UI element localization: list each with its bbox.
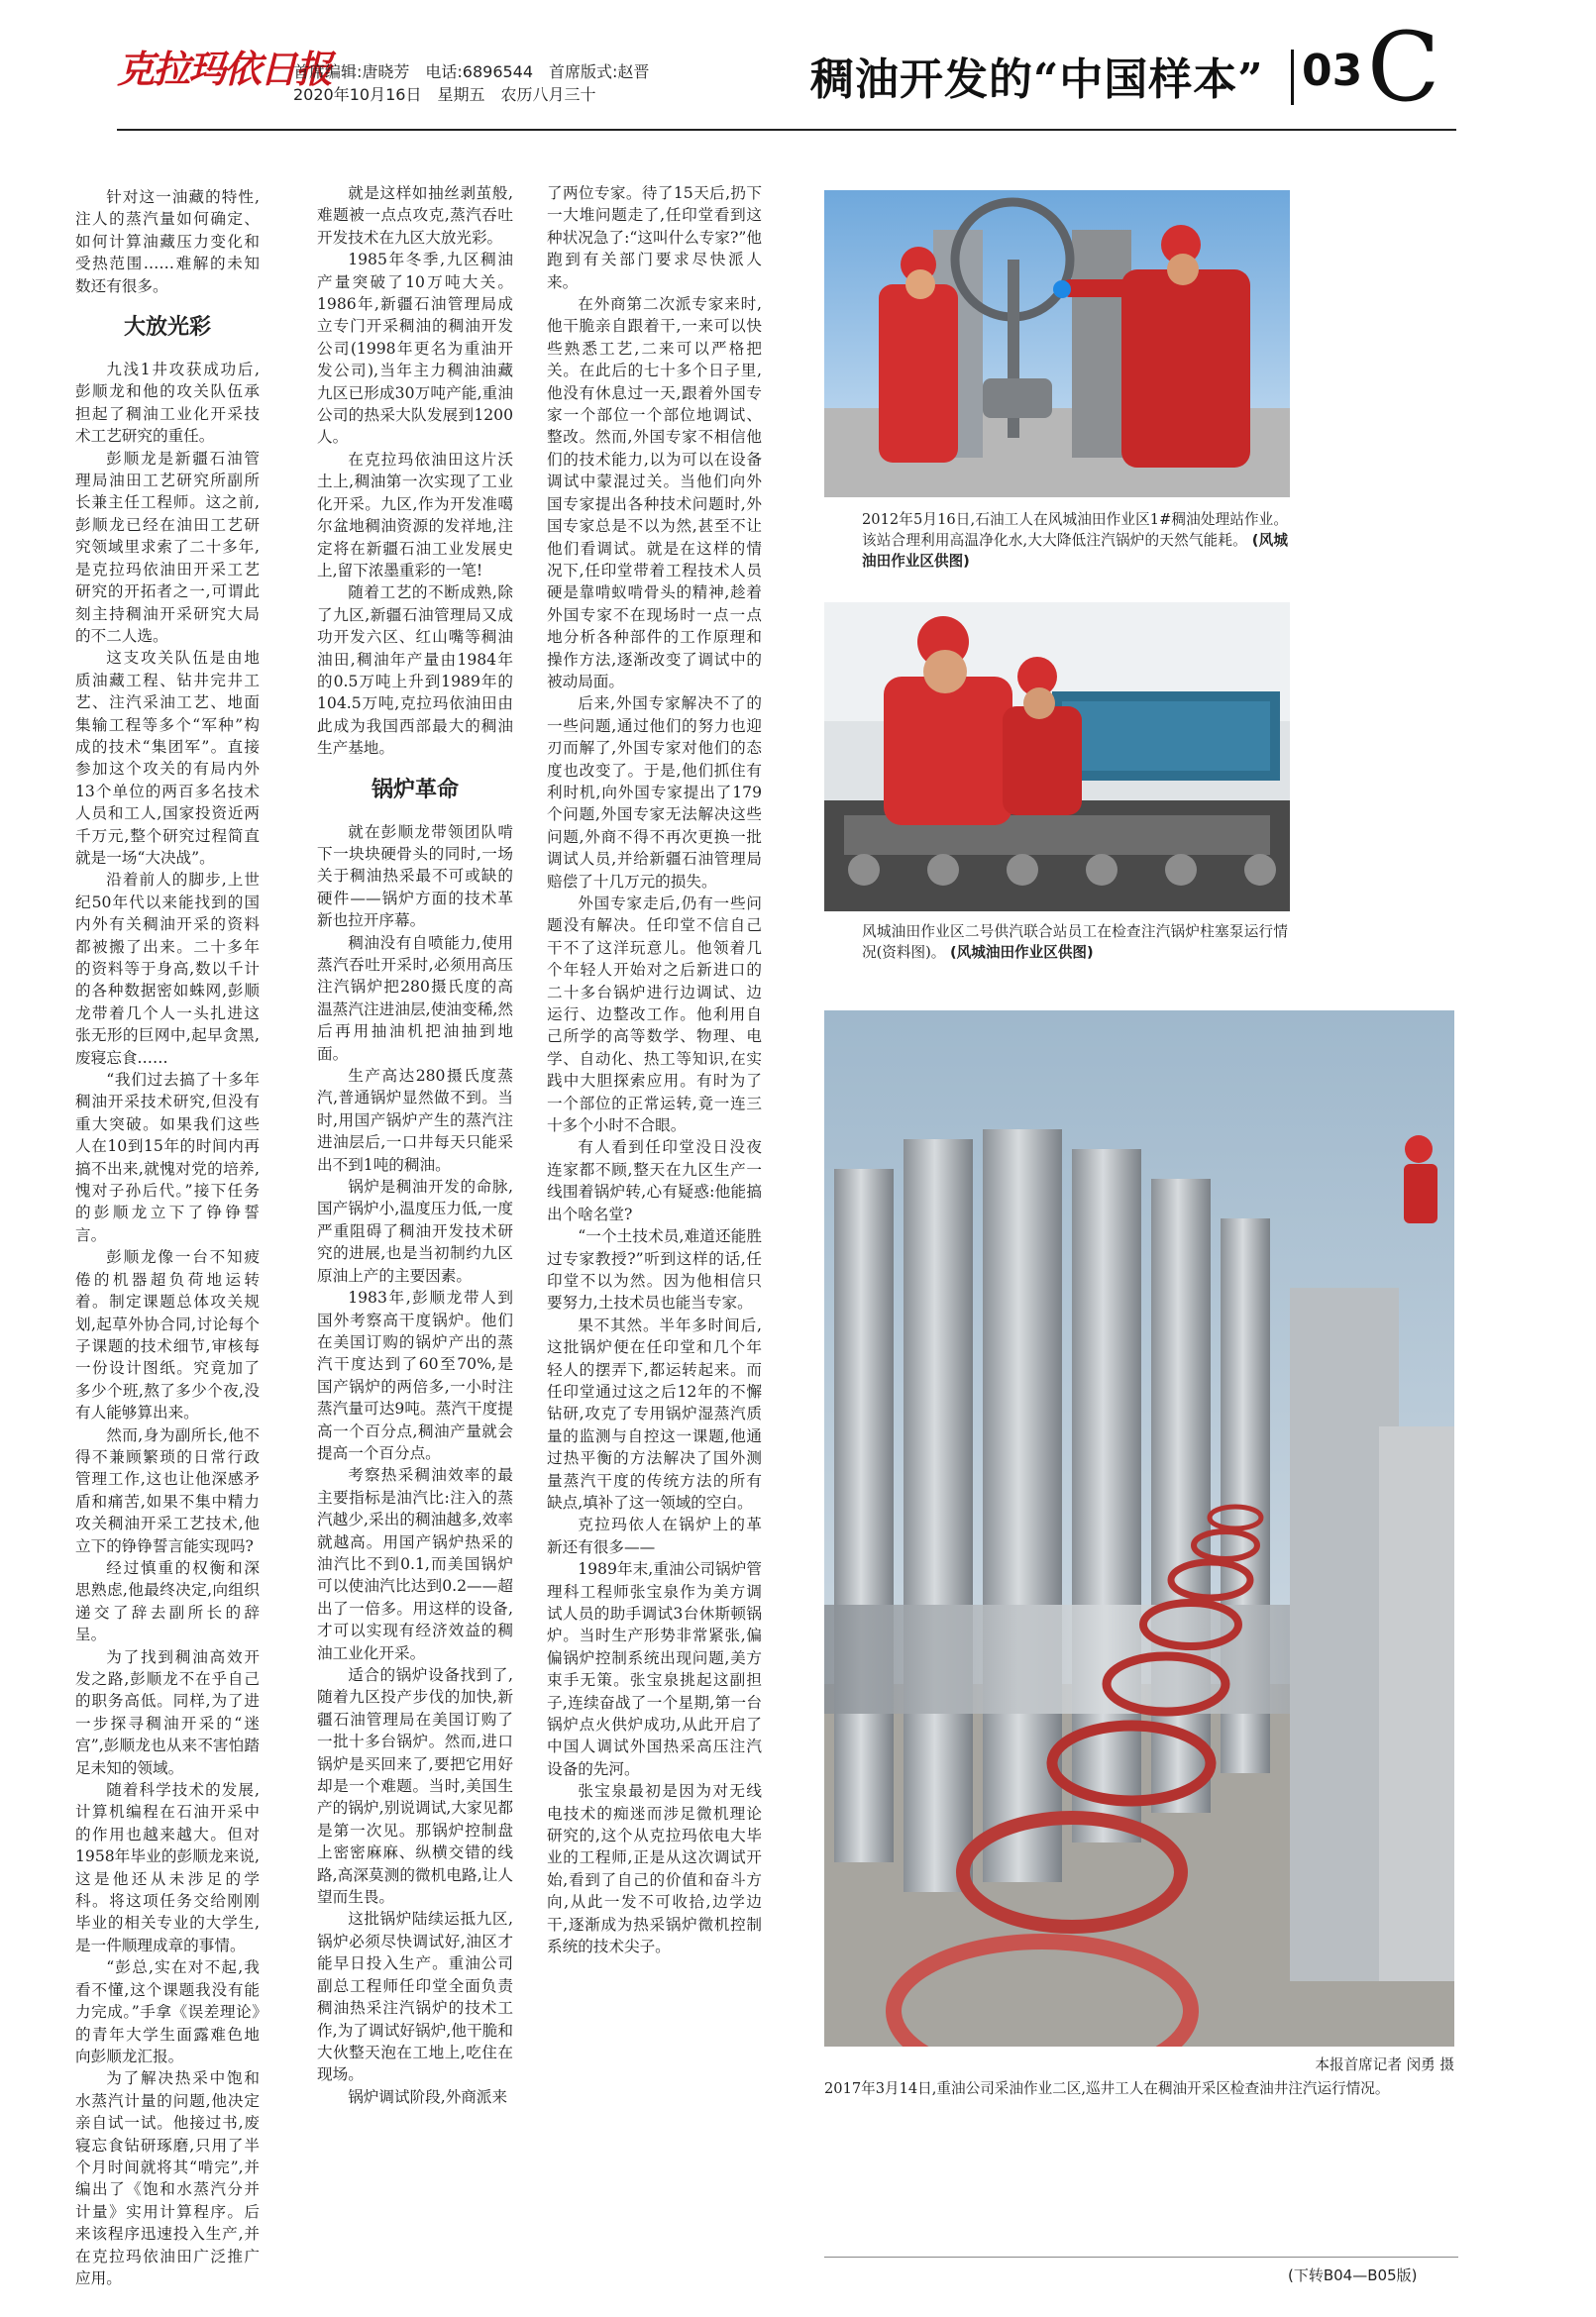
paragraph: 就在彭顺龙带领团队啃下一块块硬骨头的同时,一场关于稠油热采最不可或缺的硬件——锅炉方面的技术革新也拉开序幕。 xyxy=(317,822,513,930)
page-headline: 稠油开发的“中国样本” xyxy=(810,54,1264,105)
photo-2-caption xyxy=(862,921,1288,963)
paragraph: 沿着前人的脚步,上世纪50年代以来能找到的国内外有关稠油开采的资料都被搬了出来。二十多年的资料等于身高,数以千计的各种数据密如蛛网,彭顺龙带着几个人一头扎进这张无形的巨网中,起早贪黑,废寝忘食…… xyxy=(75,871,260,1067)
photo-steam-pipes xyxy=(824,1010,1454,2047)
paragraph: 锅炉调试阶段,外商派来 xyxy=(348,2087,508,2106)
caption-text: 2012年5月16日,石油工人在风城油田作业区1#稠油处理站作业。该站合理利用高温净化水,大大降低注汽锅炉的天然气能耗。 xyxy=(862,511,1288,549)
paragraph: 外国专家走后,仍有一些问题没有解决。任印堂不信自己干不了这洋玩意儿。他领着几个年轻人开始对之后新进口的二十多台锅炉进行边调试、边运行、边整改工作。他利用自己所学的高等数学、物理、电学、自动化、热工等知识,在实践中大胆探索应用。有时为了一个部位的正常运转,竟一连三十多个小时不合眼。 xyxy=(547,895,762,1135)
photo-3-byline: 本报首席记者 闵勇 摄 xyxy=(1315,2056,1454,2073)
paragraph: 为了解决热采中饱和水蒸汽计量的问题,他决定亲自试一试。他接过书,废寝忘食钻研琢磨,只用了半个月时间就将其“啃完”,并编出了《饱和水蒸汽分并计量》实用计算程序。后来该程序迅速投入生产,并在克拉玛依油田广泛推广应用。 xyxy=(75,2069,260,2287)
photo-credit: (风城油田作业区供图) xyxy=(862,532,1288,570)
photo-credit: (风城油田作业区供图) xyxy=(950,944,1094,961)
paragraph: 适合的锅炉设备找到了,随着九区投产步伐的加快,新疆石油管理局在美国订购了一批十多台锅炉。然而,进口锅炉是买回来了,要把它用好却是一个难题。当时,美国生产的锅炉,别说调试,大家见都是第一次见。那锅炉控制盘上密密麻麻、纵横交错的线路,高深莫测的微机电路,让人望而生畏。 xyxy=(317,1666,513,1907)
article-column-3 xyxy=(547,182,762,1958)
paragraph: “一个土技术员,难道还能胜过专家教授?”听到这样的话,任印堂不以为然。因为他相信只要努力,土技术员也能当专家。 xyxy=(547,1227,762,1313)
paragraph: 张宝泉最初是因为对无线电技术的痴迷而涉足微机理论研究的,这个从克拉玛依电大毕业的工程师,正是从这次调试开始,看到了自己的价值和奋斗方向,从此一发不可收拾,边学边干,逐渐成为热采锅炉微机控制系统的技术尖子。 xyxy=(547,1782,762,1956)
paragraph: 然而,身为副所长,他不得不兼顾繁琐的日常行政管理工作,这也让他深感矛盾和痛苦,如果不集中精力攻关稠油开采工艺技术,他立下的铮铮誓言能实现吗? xyxy=(75,1425,260,1555)
section-letter: C xyxy=(1367,12,1440,123)
paragraph: 九浅1井攻获成功后,彭顺龙和他的攻关队伍承担起了稠油工业化开采技术工艺研究的重任。 xyxy=(75,361,260,446)
paragraph: 果不其然。半年多时间后,这批锅炉便在任印堂和几个年轻人的摆弄下,都运转起来。而任印堂通过这之后12年的不懈钻研,攻克了专用锅炉湿蒸汽质量的监测与自控这一课题,他通过热平衡的方法解决了国外测量蒸汽干度的传统方法的所有缺点,填补了这一领域的空白。 xyxy=(547,1316,762,1512)
paragraph: 就是这样如抽丝剥茧般,难题被一点点攻克,蒸汽吞吐开发技术在九区大放光彩。 xyxy=(317,184,513,247)
photo-1-caption xyxy=(862,509,1288,572)
paragraph: 随着工艺的不断成熟,除了九区,新疆石油管理局又成功开发六区、红山嘴等稠油油田,稠油年产量由1984年的0.5万吨上升到1989年的104.5万吨,克拉玛依油田由此成为我国西部最大的稠油生产基地。 xyxy=(317,583,513,758)
section-heading: 锅炉革命 xyxy=(371,777,459,802)
paragraph: 在外商第二次派专家来时,他干脆亲自跟着干,一来可以快些熟悉工艺,二来可以严格把关。在此后的七十多个日子里,他没有休息过一天,跟着外国专家一个部位一个部位地调试、整改。然而,外国专家不相信他们的技术能力,以为可以在设备调试中蒙混过关。当他们向外国专家提出各种技术问题时,外国专家总是不以为然,甚至不让他们看调试。就是在这样的情况下,任印堂带着工程技术人员硬是靠啃蚁啃骨头的精神,趁着外国专家不在现场时一点一点地分析各种部件的工作原理和操作方法,逐渐改变了调试中的被动局面。 xyxy=(547,295,762,690)
paragraph: 了两位专家。待了15天后,扔下一大堆问题走了,任印堂看到这种状况急了:“这叫什么专家?”他跑到有关部门要求尽快派人来。 xyxy=(547,184,762,291)
paragraph: 1983年,彭顺龙带人到国外考察高干度锅炉。他们在美国订购的锅炉产出的蒸汽干度达到了60至70%,是国产锅炉的两倍多,一小时注蒸汽量可达9吨。蒸汽干度提高一个百分点,稠油产量就会提高一个百分点。 xyxy=(317,1289,513,1462)
paragraph: 有人看到任印堂没日没夜连家都不顾,整天在九区生产一线围着锅炉转,心有疑惑:他能搞出个啥名堂? xyxy=(547,1138,762,1223)
paragraph: “彭总,实在对不起,我看不懂,这个课题我没有能力完成。”手拿《误差理论》的青年大学生面露难色地向彭顺龙汇报。 xyxy=(75,1958,260,2065)
paragraph: 1985年冬季,九区稠油产量突破了10万吨大关。1986年,新疆石油管理局成立专门开采稠油的稠油开发公司(1998年更名为重油开发公司),当年主力稠油油藏九区已形成30万吨产能,重油公司的热采大队发展到1200人。 xyxy=(317,251,513,447)
paragraph: 考察热采稠油效率的最主要指标是油汽比:注入的蒸汽越少,采出的稠油越多,效率就越高。用国产锅炉热采的油汽比不到0.1,而美国锅炉可以使油汽比达到0.2——超出了一倍多。用这样的设备,才可以实现有经济效益的稠油工业化开采。 xyxy=(317,1466,513,1662)
paragraph: 稠油没有自喷能力,使用蒸汽吞吐开采时,必须用高压注汽锅炉把280摄氏度的高温蒸汽注进油层,使油变稀,然后再用抽油机把油抽到地面。 xyxy=(317,933,513,1063)
newspaper-logo: 克拉玛依日报 xyxy=(117,47,332,91)
issue-date: 2020年10月16日 星期五 农历八月三十 xyxy=(293,85,596,104)
headline-divider xyxy=(1291,50,1294,105)
caption-text: 2017年3月14日,重油公司采油作业二区,巡井工人在稠油开采区检查油井注汽运行情况。 xyxy=(824,2080,1390,2097)
paragraph: 彭顺龙是新疆石油管理局油田工艺研究所副所长兼主任工程师。这之前,彭顺龙已经在油田工艺研究领域里求索了二十多年,是克拉玛依油田开采工艺研究的开拓者之一,可谓此刻主持稠油开采研究大局的不二人选。 xyxy=(75,449,260,645)
footer-rule xyxy=(824,2257,1458,2258)
paragraph: “我们过去搞了十多年稠油开采技术研究,但没有重大突破。如果我们这些人在10到15年的时间内再搞不出来,就愧对党的培养,愧对子孙后代。”接下任务的彭顺龙立下了铮铮誓言。 xyxy=(75,1071,260,1244)
paragraph: 彭顺龙像一台不知疲倦的机器超负荷地运转着。制定课题总体攻关规划,起草外协合同,讨论每个子课题的技术细节,审核每一份设计图纸。究竟加了多少个班,熬了多少个夜,没有人能够算出来。 xyxy=(75,1248,260,1422)
continued-note: (下转B04—B05版) xyxy=(1288,2266,1418,2284)
paragraph: 这支攻关队伍是由地质油藏工程、钻井完井工艺、注汽采油工艺、地面集输工程等多个“军种”构成的技术“集团军”。直接参加这个攻关的有局内外13个单位的两百多名技术人员和工人,国家投资近两千万元,整个研究过程简直就是一场“大决战”。 xyxy=(75,649,260,867)
photo-valve-workers xyxy=(824,190,1290,497)
article-column-2 xyxy=(317,182,513,2108)
paragraph: 克拉玛依人在锅炉上的革新还有很多—— xyxy=(547,1516,762,1556)
photo-pump-inspection xyxy=(824,602,1290,911)
article-column-1 xyxy=(75,186,260,2289)
paragraph: 生产高达280摄氏度蒸汽,普通锅炉显然做不到。当时,用国产锅炉产生的蒸汽注进油层后,一口井每天只能采出不到1吨的稠油。 xyxy=(317,1067,513,1174)
paragraph: 针对这一油藏的特性,注人的蒸汽量如何确定、如何计算油藏压力变化和受热范围……难解的未知数还有很多。 xyxy=(75,188,260,295)
paragraph: 后来,外国专家解决不了的一些问题,通过他们的努力也迎刃而解了,外国专家对他们的态度也改变了。于是,他们抓住有利时机,向外国专家提出了179个问题,外国专家无法解决这些问题,外商不得不再次更换一批调试人员,并给新疆石油管理局赔偿了十几万元的损失。 xyxy=(547,694,762,891)
paragraph: 在克拉玛依油田这片沃土上,稠油第一次实现了工业化开采。九区,作为开发准噶尔盆地稠油资源的发祥地,注定将在新疆石油工业发展史上,留下浓墨重彩的一笔! xyxy=(317,450,513,579)
masthead-rule xyxy=(117,129,1456,131)
caption-text: 风城油田作业区二号供汽联合站员工在检查注汽锅炉柱塞泵运行情况(资料图)。 xyxy=(862,923,1288,961)
paragraph: 经过慎重的权衡和深思熟虑,他最终决定,向组织递交了辞去副所长的辞呈。 xyxy=(75,1558,260,1644)
paragraph: 这批锅炉陆续运抵九区,锅炉必须尽快调试好,油区才能早日投入生产。重油公司副总工程师任印堂全面负责稠油热采注汽锅炉的技术工作,为了调试好锅炉,他干脆和大伙整天泡在工地上,吃住在现场。 xyxy=(317,1910,513,2084)
paragraph: 1989年末,重油公司锅炉管理科工程师张宝泉作为美方调试人员的助手调试3台休斯顿锅炉。当时生产形势非常紧张,偏偏锅炉控制系统出现问题,美方束手无策。张宝泉挑起这副担子,连续奋战了一个星期,第一台锅炉点火供炉成功,从此开启了中国人调试外国热采高压注汽设备的先河。 xyxy=(547,1560,762,1778)
paragraph: 随着科学技术的发展,计算机编程在石油开采中的作用也越来越大。但对1958年毕业的彭顺龙来说,这是他还从未涉足的学科。将这项任务交给刚刚毕业的相关专业的大学生,是一件顺理成章的事情。 xyxy=(75,1781,260,1954)
paragraph: 锅炉是稠油开发的命脉,国产锅炉小,温度压力低,一度严重阻碍了稠油开发技术研究的进展,也是当初制约九区原油上产的主要因素。 xyxy=(317,1178,513,1285)
section-heading: 大放光彩 xyxy=(123,315,211,341)
page-number: 03 xyxy=(1302,46,1363,96)
photo-3-caption xyxy=(824,2078,1454,2099)
paragraph: 为了找到稠油高效开发之路,彭顺龙不在乎自己的职务高低。同样,为了进一步探寻稠油开采的“迷宫”,彭顺龙也从来不害怕踏足未知的领域。 xyxy=(75,1647,260,1777)
editor-info: 首席编辑:唐晓芳 电话:6896544 首席版式:赵晋 xyxy=(293,62,650,81)
